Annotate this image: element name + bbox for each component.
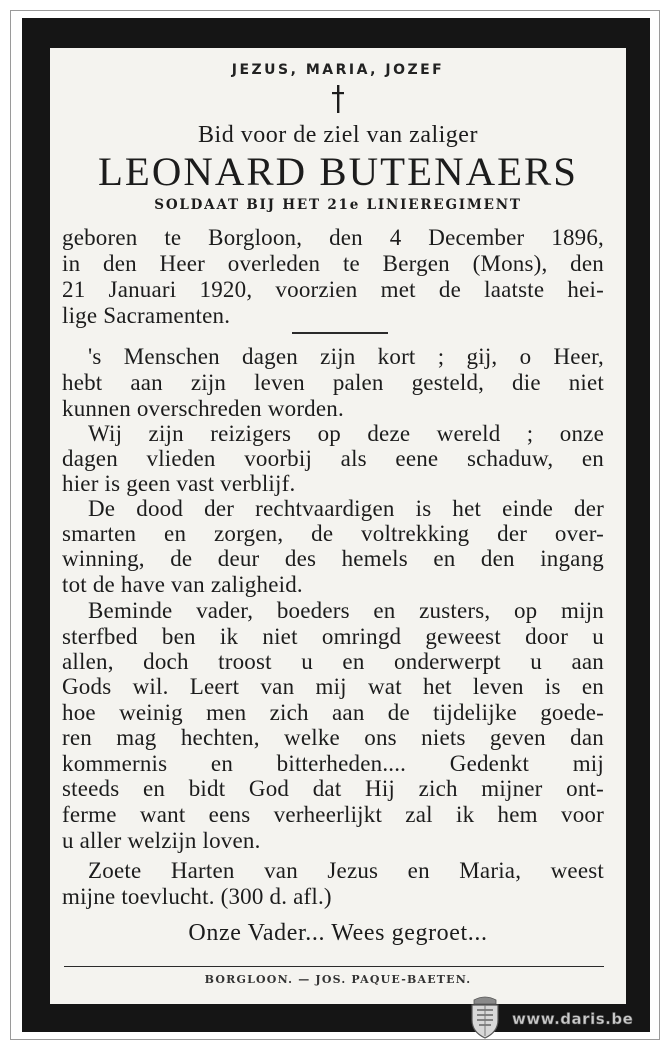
watermark-text: www.daris.be [512,1010,634,1028]
divider [292,332,388,334]
text-line: winning, de deur des hemels en den ingang [62,546,604,571]
text-line: 's Menschen dagen zijn kort ; gij, o Heer, [88,344,604,369]
text-line: kommernis en bitterheden.... Gedenkt mij [62,751,604,776]
text-line: mijne toevlucht. (300 d. afl.) [62,884,332,909]
text-line: u aller welzijn loven. [62,828,261,853]
biography-line: lige Sacramenten. [62,303,231,328]
text-line: sterfbed ben ik niet omringd geweest door u [62,624,604,649]
closing-prayer: Onze Vader... Wees gegroet... [188,920,488,946]
printer-credit: BORGLOON. — JOS. PAQUE-BAETEN. [204,973,472,986]
text-line: ren mag hechten, welke ons niets geven dan [62,725,604,750]
biography-line: 21 Januari 1920, voorzien met de laatste hei- [62,277,604,302]
deceased-name: LEONARD BUTENAERS [97,149,579,194]
text-line: Zoete Harten van Jezus en Maria, weest [88,858,604,883]
text-line: Wij zijn reizigers op deze wereld ; onze [88,421,604,446]
text-line: kunnen overschreden worden. [62,396,344,421]
text-line: Beminde vader, boeders en zusters, op mijn [88,598,604,623]
text-line: ferme want eens verheerlijkt zal ik hem voor [62,802,604,827]
prayer-request: Bid voor de ziel van zaliger [198,122,478,148]
text-line: hoe weinig men zich aan de tijdelijke goede- [62,700,604,725]
text-line: De dood der rechtvaardigen is het einde der [88,496,604,521]
text-line: hier is geen vast verblijf. [62,471,296,496]
footer-rule [64,966,604,967]
text-line: tot de have van zaligheid. [62,572,303,597]
watermark [468,996,658,1042]
text-line: hebt aan zijn leven palen gesteld, die niet [62,370,604,395]
biography-line: in den Heer overleden te Bergen (Mons), den [62,251,604,276]
card-header: JEZUS, MARIA, JOZEF [231,62,445,78]
text-line: dagen vlieden voorbij als eene schaduw, en [62,446,604,471]
coat-of-arms-icon [468,996,502,1040]
text-line: Gods wil. Leert van mij wat het leven is en [62,674,604,699]
biography-line: geboren te Borgloon, den 4 December 1896, [62,225,604,250]
military-rank: SOLDAAT BIJ HET 21e LINIEREGIMENT [154,197,522,213]
text-line: smarten en zorgen, de voltrekking der over- [62,521,604,546]
text-line: steeds en bidt God dat Hij zich mijner ont- [62,776,604,801]
text-line: allen, doch troost u en onderwerpt u aan [62,649,604,674]
latin-cross-icon [50,84,626,118]
